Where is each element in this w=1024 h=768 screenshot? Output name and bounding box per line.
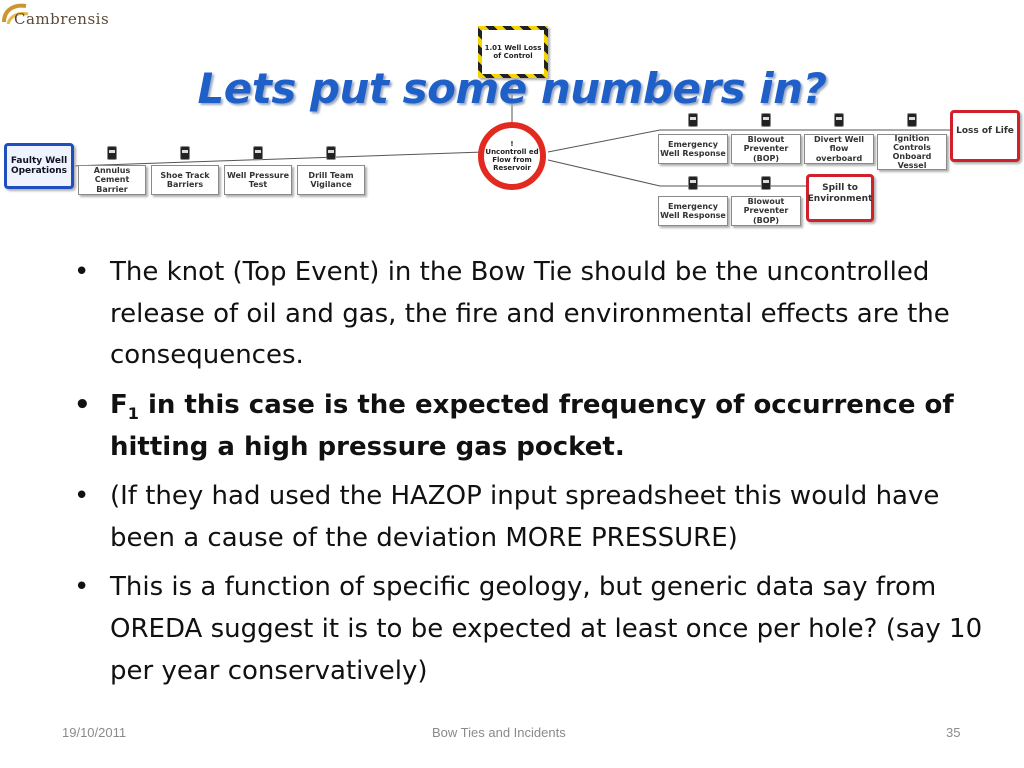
bullet-item: • (If they had used the HAZOP input spreadsheet this would have been a cause of the deviation MORE PRESSURE) [74,476,984,559]
consequence-label: Spill to Environment [807,183,873,204]
cause-box: Faulty Well Operations [4,143,74,189]
barrier-peg [107,146,117,160]
bow-tie-diagram [0,0,1024,235]
knot-label: Uncontroll ed Flow from Reservoir [485,147,539,173]
slide-title: Lets put some numbers in? [197,64,827,113]
barrier-peg [180,146,190,160]
bullet-item: • $F_1$ in this case is the expected frequency of occurrence of hitting a high pressure gas pocket. [74,385,984,468]
bullet-item: • This is a function of specific geology, but generic data say from OREDA suggest it is to be expected at least once per hole? (say 10 per year conservatively) [74,567,984,692]
barrier-peg [761,113,771,127]
barrier-emergency-well-response: Emergency Well Response [658,134,728,164]
barrier-emergency-well-response-lower: Emergency Well Response [658,196,728,226]
barrier-peg [326,146,336,160]
footer-title: Bow Ties and Incidents [432,725,566,740]
barrier-peg [688,176,698,190]
barrier-peg [834,113,844,127]
footer-page-number: 35 [946,725,961,740]
consequence-spill-to-environment [806,174,874,222]
bullet-list [74,252,984,700]
barrier-peg [253,146,263,160]
bullet-item: • The knot (Top Event) in the Bow Tie should be the uncontrolled release of oil and gas, the fire and environmental effects are the consequences. [74,252,984,377]
barrier-peg [688,113,698,127]
barrier-drill-team-vigilance: Drill Team Vigilance [297,165,365,195]
barrier-shoe-track: Shoe Track Barriers [151,165,219,195]
consequence-loss-of-life [950,110,1020,162]
barrier-ignition-controls: Ignition Controls Onboard Vessel [877,134,947,170]
logo-text: Cambrensis [14,10,110,24]
top-event-label: 1.01 Well Loss of Control [482,30,544,74]
consequence-label: Loss of Life [956,126,1014,137]
barrier-blowout-preventer-lower: Blowout Preventer (BOP) [731,196,801,226]
barrier-well-pressure-test: Well Pressure Test [224,165,292,195]
barrier-blowout-preventer: Blowout Preventer (BOP) [731,134,801,164]
knot-event [478,122,546,190]
footer-date: 19/10/2011 [62,725,127,740]
barrier-divert-well-flow: Divert Well flow overboard [804,134,874,164]
knot-marker: ! [510,139,514,148]
barrier-peg [907,113,917,127]
barrier-peg [761,176,771,190]
barrier-annulus-cement: Annulus Cement Barrier [78,165,146,195]
